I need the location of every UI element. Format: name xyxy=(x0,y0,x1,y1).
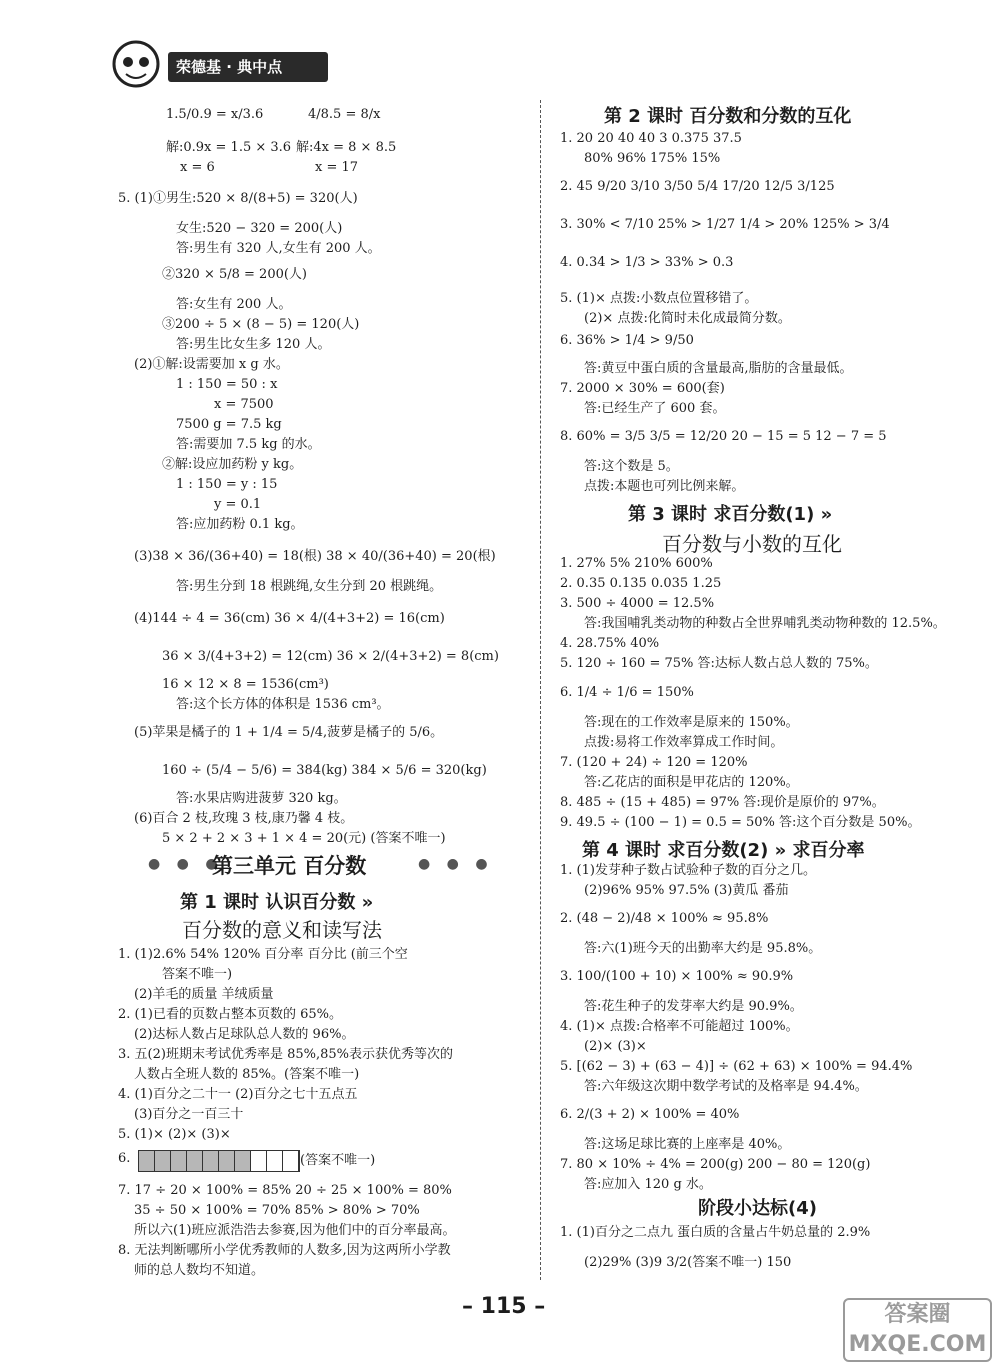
left-line: 人数占全班人数的 85%。(答案不唯一) xyxy=(134,1067,360,1082)
right-line: (2)× (3)× xyxy=(584,1039,647,1054)
right-line: 答:我国哺乳类动物的种数占全世界哺乳类动物种数的 12.5%。 xyxy=(584,616,946,631)
left-line: 1 : 150 = y : 15 xyxy=(176,477,278,492)
column-divider xyxy=(540,100,541,1280)
page-number: – 115 – xyxy=(462,1294,546,1319)
right-line: 7. 80 × 10% ÷ 4% = 200(g) 200 − 80 = 120(g) xyxy=(560,1157,871,1172)
left-line: ②解:设应加药粉 y kg。 xyxy=(162,457,303,472)
left-line: 4. (1)百分之二十一 (2)百分之七十五点五 xyxy=(118,1087,358,1102)
right-line: 点拨:本题也可列比例来解。 xyxy=(584,479,745,494)
left-line: 35 ÷ 50 × 100% = 70% 85% > 80% > 70% xyxy=(134,1203,420,1218)
left-line: 师的总人数均不知道。 xyxy=(134,1263,265,1278)
shaded-grid xyxy=(138,1150,300,1172)
left-line: 7500 g = 7.5 kg xyxy=(176,417,282,432)
right-line: 答:这个数是 5。 xyxy=(584,459,679,474)
right-line: 1. 27% 5% 210% 600% xyxy=(560,556,713,571)
right-line: 8. 485 ÷ (15 + 485) = 97% 答:现价是原价的 97%。 xyxy=(560,795,885,810)
left-line: (2)①解:设需要加 x g 水。 xyxy=(134,357,289,372)
left-line: 所以六(1)班应派浩浩去参赛,因为他们中的百分率最高。 xyxy=(134,1223,456,1238)
unit-heading: 第三单元 百分数 xyxy=(212,854,367,878)
right-line: 9. 49.5 ÷ (100 − 1) = 0.5 = 50% 答:这个百分数是 50%。 xyxy=(560,815,921,830)
left-line: 答:女生有 200 人。 xyxy=(176,297,292,312)
right-line: 3. 100/(100 + 10) × 100% ≈ 90.9% xyxy=(560,969,794,984)
watermark: 答案圈 MXQE.COM xyxy=(843,1298,992,1362)
right-line: 80% 96% 175% 15% xyxy=(584,151,721,166)
left-line: 36 × 3/(4+3+2) = 12(cm) 36 × 2/(4+3+2) = 8(cm) xyxy=(162,649,499,664)
mascot-icon xyxy=(108,36,168,96)
left-line: 1.5/0.9 = x/3.6 xyxy=(166,107,264,122)
left-line: (答案不唯一) xyxy=(300,1153,376,1168)
left-line: 解:4x = 8 × 8.5 xyxy=(296,140,397,155)
left-line: 答案不唯一) xyxy=(162,967,233,982)
lesson4-heading: 第 4 课时 求百分数(2) » 求百分率 xyxy=(582,840,865,861)
left-line: 答:男生分到 18 根跳绳,女生分到 20 根跳绳。 xyxy=(176,579,443,594)
unit-dots-left: ● ● ● xyxy=(148,856,224,872)
lesson1-subheading: 百分数的意义和读写法 xyxy=(182,918,382,942)
left-line: 5. (1)①男生:520 × 8/(8+5) = 320(人) xyxy=(118,191,358,206)
left-line: 2. (1)已看的页数占整本页数的 65%。 xyxy=(118,1007,342,1022)
left-line: 答:这个长方体的体积是 1536 cm³。 xyxy=(176,697,390,712)
left-line: (2)羊毛的质量 羊绒质量 xyxy=(134,987,274,1002)
left-line: (4)144 ÷ 4 = 36(cm) 36 × 4/(4+3+2) = 16(cm) xyxy=(134,611,445,626)
left-line: 160 ÷ (5/4 − 5/6) = 384(kg) 384 × 5/6 = 320(kg) xyxy=(162,763,487,778)
left-line: 女生:520 − 320 = 200(人) xyxy=(176,221,343,236)
right-line: 答:已经生产了 600 套。 xyxy=(584,401,726,416)
left-line: 6. xyxy=(118,1151,131,1166)
right-line: 4. 28.75% 40% xyxy=(560,636,660,651)
right-line: (2)29% (3)9 3/2(答案不唯一) 150 xyxy=(584,1255,792,1270)
stage-heading: 阶段小达标(4) xyxy=(698,1198,817,1219)
left-line: 5 × 2 + 2 × 3 + 1 × 4 = 20(元) (答案不唯一) xyxy=(162,831,446,846)
left-line: 7. 17 ÷ 20 × 100% = 85% 20 ÷ 25 × 100% = 80% xyxy=(118,1183,452,1198)
right-line: 答:六(1)班今天的出勤率大约是 95.8%。 xyxy=(584,941,822,956)
right-line: 6. 2/(3 + 2) × 100% = 40% xyxy=(560,1107,740,1122)
right-line: (2)96% 95% 97.5% (3)黄瓜 番茄 xyxy=(584,883,789,898)
left-line: (6)百合 2 枝,玫瑰 3 枝,康乃馨 4 枝。 xyxy=(134,811,354,826)
lesson3-subheading: 百分数与小数的互化 xyxy=(662,532,842,556)
right-line: 答:乙花店的面积是甲花店的 120%。 xyxy=(584,775,799,790)
right-line: 8. 60% = 3/5 3/5 = 12/20 20 − 15 = 5 12 − 7 = 5 xyxy=(560,429,887,444)
right-line: 7. 2000 × 30% = 600(套) xyxy=(560,381,725,396)
right-line: 答:现在的工作效率是原来的 150%。 xyxy=(584,715,799,730)
left-line: y = 0.1 xyxy=(214,497,262,512)
left-line: 答:应加药粉 0.1 kg。 xyxy=(176,517,304,532)
brand-name: 荣德基 · 典中点 xyxy=(168,52,328,82)
left-line: (5)苹果是橘子的 1 + 1/4 = 5/4,菠萝是橘子的 5/6。 xyxy=(134,725,444,740)
left-line: x = 7500 xyxy=(214,397,274,412)
right-line: 点拨:易将工作效率算成工作时间。 xyxy=(584,735,784,750)
left-line: 答:需要加 7.5 kg 的水。 xyxy=(176,437,321,452)
lesson2-heading: 第 2 课时 百分数和分数的互化 xyxy=(604,106,852,127)
right-line: (2)× 点拨:化简时未化成最简分数。 xyxy=(584,311,791,326)
left-line: 5. (1)× (2)× (3)× xyxy=(118,1127,231,1142)
right-line: 4. (1)× 点拨:合格率不可能超过 100%。 xyxy=(560,1019,799,1034)
left-line: (3)百分之一百三十 xyxy=(134,1107,244,1122)
left-line: (3)38 × 36/(36+40) = 18(根) 38 × 40/(36+40) = 20(根) xyxy=(134,549,496,564)
left-line: (2)达标人数占足球队总人数的 96%。 xyxy=(134,1027,355,1042)
left-line: 3. 五(2)班期末考试优秀率是 85%,85%表示获优秀等次的 xyxy=(118,1047,454,1062)
right-line: 2. 0.35 0.135 0.035 1.25 xyxy=(560,576,722,591)
right-line: 3. 30% < 7/10 25% > 1/27 1/4 > 20% 125% > 3/4 xyxy=(560,217,890,232)
left-line: 答:水果店购进菠萝 320 kg。 xyxy=(176,791,347,806)
right-line: 5. [(62 − 3) + (63 − 4)] ÷ (62 + 63) × 100% = 94.4% xyxy=(560,1059,913,1074)
right-line: 1. (1)发芽种子数占试验种子数的百分之几。 xyxy=(560,863,816,878)
lesson3-heading: 第 3 课时 求百分数(1) » xyxy=(628,504,833,525)
right-line: 答:这场足球比赛的上座率是 40%。 xyxy=(584,1137,791,1152)
left-line: x = 17 xyxy=(315,160,359,175)
right-line: 2. 45 9/20 3/10 3/50 5/4 17/20 12/5 3/125 xyxy=(560,179,835,194)
right-line: 1. (1)百分之二点九 蛋白质的含量占牛奶总量的 2.9% xyxy=(560,1225,871,1240)
right-line: 答:六年级这次期中数学考试的及格率是 94.4%。 xyxy=(584,1079,868,1094)
right-line: 5. (1)× 点拨:小数点位置移错了。 xyxy=(560,291,758,306)
right-line: 6. 36% > 1/4 > 9/50 xyxy=(560,333,694,348)
right-line: 答:花生种子的发芽率大约是 90.9%。 xyxy=(584,999,803,1014)
left-line: 16 × 12 × 8 = 1536(cm³) xyxy=(162,677,329,692)
right-line: 答:黄豆中蛋白质的含量最高,脂肪的含量最低。 xyxy=(584,361,853,376)
lesson1-heading: 第 1 课时 认识百分数 » xyxy=(180,892,374,913)
right-line: 5. 120 ÷ 160 = 75% 答:达标人数占总人数的 75%。 xyxy=(560,656,878,671)
unit-dots-right: ● ● ● xyxy=(418,856,494,872)
left-line: 1. (1)2.6% 54% 120% 百分率 百分比 (前三个空 xyxy=(118,947,408,962)
right-line: 6. 1/4 ÷ 1/6 = 150% xyxy=(560,685,694,700)
left-line: ③200 ÷ 5 × (8 − 5) = 120(人) xyxy=(162,317,360,332)
left-line: 8. 无法判断哪所小学优秀教师的人数多,因为这两所小学教 xyxy=(118,1243,451,1258)
right-line: 答:应加入 120 g 水。 xyxy=(584,1177,712,1192)
left-line: 答:男生有 320 人,女生有 200 人。 xyxy=(176,241,381,256)
right-line: 1. 20 20 40 40 3 0.375 37.5 xyxy=(560,131,742,146)
left-line: 解:0.9x = 1.5 × 3.6 xyxy=(166,140,292,155)
right-line: 3. 500 ÷ 4000 = 12.5% xyxy=(560,596,715,611)
left-line: 4/8.5 = 8/x xyxy=(308,107,381,122)
right-line: 4. 0.34 > 1/3 > 33% > 0.3 xyxy=(560,255,734,270)
left-line: x = 6 xyxy=(180,160,215,175)
right-line: 2. (48 − 2)/48 × 100% ≈ 95.8% xyxy=(560,911,769,926)
left-line: ②320 × 5/8 = 200(人) xyxy=(162,267,308,282)
brand-logo xyxy=(108,36,338,96)
right-line: 7. (120 + 24) ÷ 120 = 120% xyxy=(560,755,748,770)
left-line: 答:男生比女生多 120 人。 xyxy=(176,337,331,352)
left-line: 1 : 150 = 50 : x xyxy=(176,377,278,392)
